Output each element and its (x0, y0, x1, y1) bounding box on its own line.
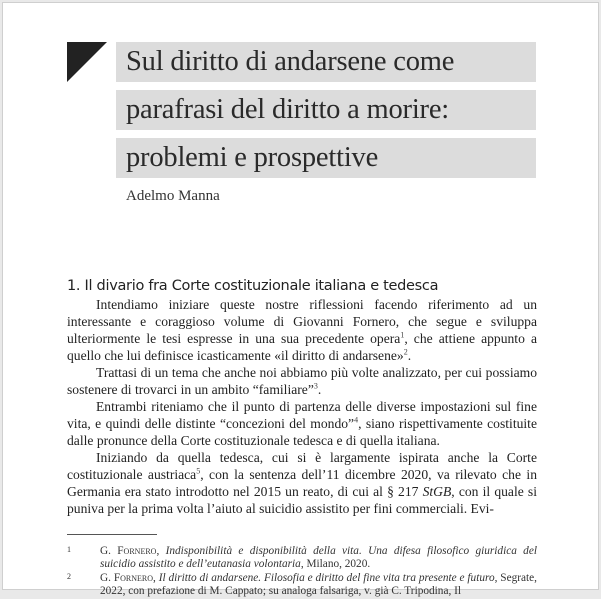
footnote-ref-3[interactable]: 3 (313, 381, 318, 391)
paragraph-1-text-a: Intendiamo iniziare queste nostre riflessioni facendo riferimento ad un interessante e coraggioso volume di Giovanni Fornero, che segue e sviluppa ulteriormente le tesi espresse in una sua precedente opera (67, 297, 537, 346)
body-text (67, 296, 537, 517)
paragraph-1-text-c: . (407, 348, 412, 363)
footnote-1-number: 1 (67, 545, 71, 554)
footnote-2-rest: , Segrate, 2022, con prefazione di M. Cappato; su analoga falsariga, v. già C. Tripodina, Il (100, 572, 537, 597)
footnote-1-title: Indisponibilità e disponibilità della vita. Una difesa filosofico giuridica del suicidio assistito e dell’eutanasia volontaria (100, 545, 537, 570)
footnote-ref-1[interactable]: 1 (400, 330, 405, 340)
paragraph-3-text-a: Entrambi riteniamo che il punto di partenza delle diverse impostazioni sul fine vita, e quindi delle distinte “concezioni del mondo” (67, 399, 537, 431)
footnote-ref-4[interactable]: 4 (354, 415, 359, 425)
title-line-1: Sul diritto di andarsene come (116, 42, 536, 82)
paragraph-4-emphasis: StGB (422, 484, 452, 499)
author-name: Adelmo Manna (126, 188, 220, 204)
footnote-1: 1 G. Fornero, Indisponibilità e disponibilità della vita. Una difesa filosofico giuridica del suicidio assistito e dell’eutanasia volontaria, Milano, 2020. (67, 545, 537, 570)
section-heading: 1. Il divario fra Corte costituzionale italiana e tedesca (67, 278, 439, 294)
footnote-separator (67, 534, 157, 535)
footnote-2: 2 G. Fornero, Il diritto di andarsene. Filosofia e diritto del fine vita tra presente e futuro, Segrate, 2022, con prefazione di M. Cappato; su analoga falsariga, v. già C. Tripodina, Il (67, 572, 537, 597)
paragraph-4-text-c: , con il quale si puniva per la prima volta l’aiuto al suicidio assistito per fini commerciali. Evi- (67, 484, 537, 516)
footnote-ref-2[interactable]: 2 (403, 347, 408, 357)
title-line-2: parafrasi del diritto a morire: (116, 90, 536, 130)
paragraph-1-text-b: , che attiene appunto a quello che lui definisce icasticamente «il diritto di andarsene» (67, 331, 537, 363)
paragraph-4 (67, 449, 537, 517)
footnote-2-author: G. Fornero (100, 572, 154, 584)
footnote-1-rest: , Milano, 2020. (300, 558, 371, 570)
paragraph-4-text-b: , con la sentenza dell’11 dicembre 2020, va rilevato che in Germania era stato introdotto nel 2015 un reato, di cui al § 217 (67, 467, 537, 499)
paragraph-2-text-b: . (317, 382, 322, 397)
footnote-1-author: G. Fornero (100, 545, 157, 557)
paragraph-3 (67, 398, 537, 449)
footnote-2-number: 2 (67, 572, 71, 581)
paragraph-4-text-a: Iniziando da quella tedesca, cui si è largamente ispirata anche la Corte costituzionale austriaca (67, 450, 537, 482)
paragraph-3-text-b: , siano rispettivamente costituite dalle pronunce della Corte costituzionale tedesca e di quella italiana. (67, 416, 537, 448)
footnotes (67, 545, 537, 599)
footnote-2-title: Il diritto di andarsene. Filosofia e diritto del fine vita tra presente e futuro (158, 572, 495, 584)
document-page (2, 2, 599, 597)
paragraph-2 (67, 364, 537, 398)
title-line-3: problemi e prospettive (116, 138, 536, 178)
paragraph-1 (67, 296, 537, 364)
footnote-ref-5[interactable]: 5 (196, 466, 201, 476)
corner-triangle-decoration (67, 42, 107, 82)
paragraph-2-text-a: Trattasi di un tema che anche noi abbiamo più volte analizzato, per cui possiamo sostenere di trovarci in un ambito “familiare” (67, 365, 537, 397)
